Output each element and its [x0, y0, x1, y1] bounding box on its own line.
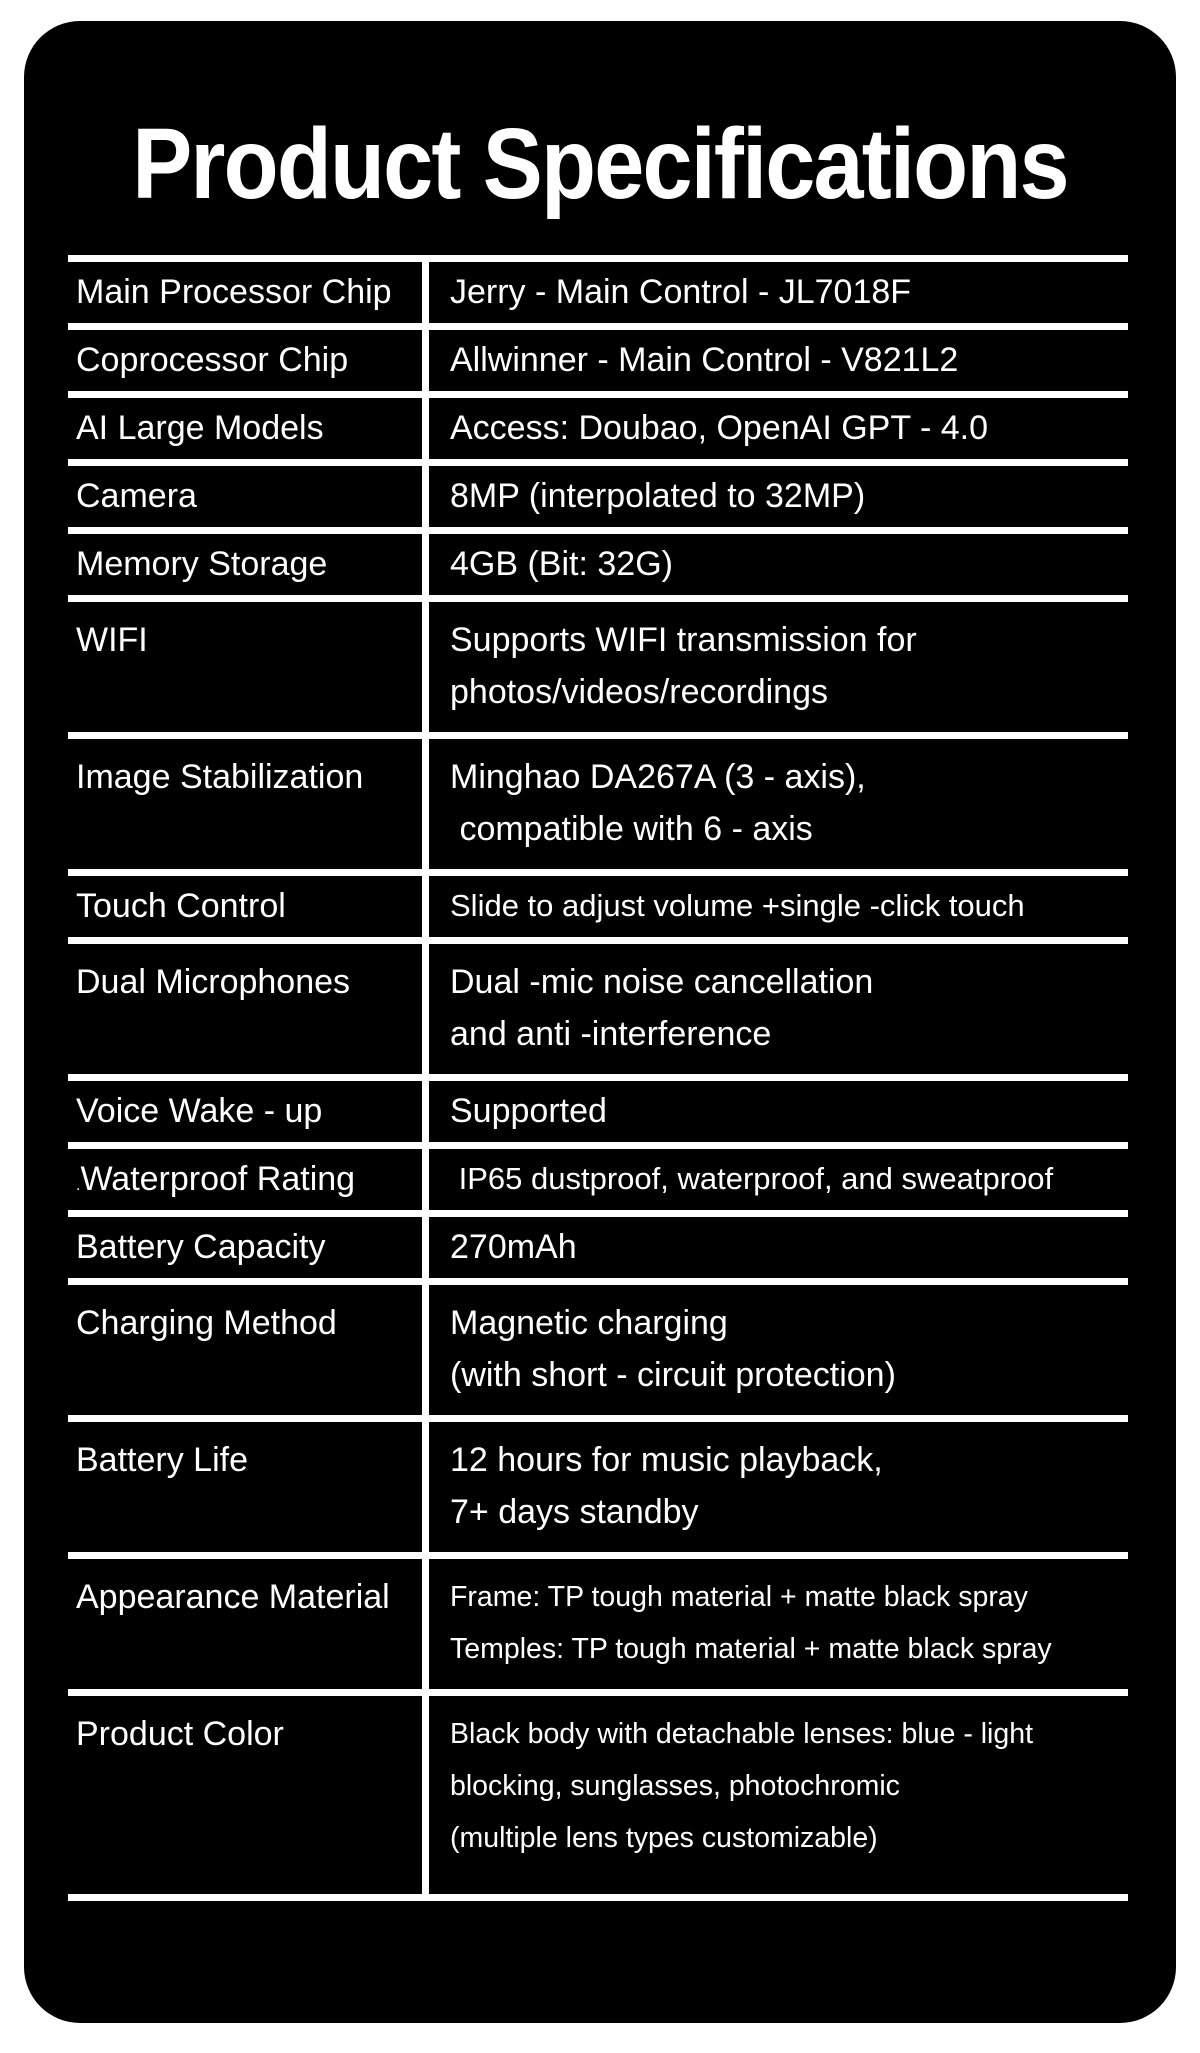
row-value-cell: [422, 1559, 1128, 1689]
table-row: [68, 459, 1128, 527]
row-value-cell: [422, 739, 1128, 869]
row-label: Charging Method: [76, 1304, 337, 1342]
row-label-text: [76, 614, 422, 673]
row-label-cell: [68, 1696, 422, 1894]
table-row: [68, 1552, 1128, 1689]
row-label: Touch Control: [76, 886, 286, 925]
row-value-cell: [422, 1696, 1128, 1894]
row-label: Dual Microphones: [76, 963, 351, 1001]
row-value-line: Black body with detachable lenses: blue - light: [450, 1718, 1034, 1750]
table-row: [68, 869, 1128, 937]
row-value-line: Temples: TP tough material + matte black spray: [450, 1633, 1052, 1665]
row-value-line: and anti -interference: [450, 1015, 772, 1053]
table-row: [68, 391, 1128, 459]
table-bottom-line: [68, 1894, 1128, 1901]
row-label-text: [76, 342, 422, 379]
row-value-line: Frame: TP tough material + matte black spray: [450, 1581, 1028, 1613]
row-label: Voice Wake - up: [76, 1091, 323, 1130]
row-label: Product Color: [76, 1715, 284, 1753]
row-label-prefix: .: [76, 1176, 81, 1194]
row-label-text: [76, 1161, 422, 1198]
table-row: [68, 1074, 1128, 1142]
row-value-line: Access: Doubao, OpenAI GPT - 4.0: [450, 408, 988, 447]
row-label: Battery Capacity: [76, 1227, 326, 1266]
row-label-text: [76, 1434, 422, 1493]
row-value-line: Jerry - Main Control - JL7018F: [450, 272, 912, 311]
table-row: [68, 595, 1128, 732]
row-value-line: IP65 dustproof, waterproof, and sweatproof: [450, 1161, 1054, 1197]
spec-table: [68, 255, 1128, 1901]
row-value-line: Dual -mic noise cancellation: [450, 963, 874, 1001]
table-row: [68, 1689, 1128, 1894]
row-value-cell: [422, 466, 1128, 527]
row-label-text: [76, 1229, 422, 1266]
row-value-cell: [422, 602, 1128, 732]
row-label-cell: [68, 534, 422, 595]
row-value-line: (multiple lens types customizable): [450, 1822, 878, 1854]
row-label: Main Processor Chip: [76, 272, 392, 311]
row-label-cell: [68, 330, 422, 391]
row-label-cell: [68, 1422, 422, 1552]
row-label-cell: [68, 398, 422, 459]
row-value-line: compatible with 6 - axis: [450, 810, 813, 848]
row-value-line: blocking, sunglasses, photochromic: [450, 1770, 900, 1802]
row-value-line: photos/videos/recordings: [450, 673, 829, 711]
row-label: Coprocessor Chip: [76, 340, 349, 379]
row-label-text: [76, 956, 422, 1015]
row-label-text: [76, 274, 422, 311]
row-label-cell: [68, 262, 422, 323]
column-divider-line: [422, 255, 429, 1894]
row-label-cell: [68, 602, 422, 732]
row-value-cell: [422, 1217, 1128, 1278]
row-label: Image Stabilization: [76, 758, 364, 796]
table-row: [68, 1210, 1128, 1278]
row-label-cell: [68, 466, 422, 527]
row-label: Battery Life: [76, 1441, 248, 1479]
table-row: [68, 937, 1128, 1074]
row-label-text: [76, 1093, 422, 1130]
row-value-cell: [422, 876, 1128, 937]
row-value-line: 4GB (Bit: 32G): [450, 544, 673, 583]
row-label-cell: [68, 1285, 422, 1415]
row-label-text: [76, 751, 422, 810]
row-label-text: [76, 478, 422, 515]
row-value-cell: [422, 944, 1128, 1074]
row-label-text: [76, 1708, 422, 1767]
row-value-line: Magnetic charging: [450, 1304, 728, 1342]
row-label-cell: [68, 1081, 422, 1142]
row-value-line: Allwinner - Main Control - V821L2: [450, 340, 959, 379]
row-label-text: [76, 546, 422, 583]
row-label-cell: [68, 1149, 422, 1210]
row-value-cell: [422, 262, 1128, 323]
row-label-cell: [68, 1559, 422, 1689]
row-value-cell: [422, 1149, 1128, 1210]
table-row: [68, 1142, 1128, 1210]
row-label-text: [76, 1297, 422, 1356]
row-value-line: 270mAh: [450, 1227, 577, 1266]
row-label-cell: [68, 1217, 422, 1278]
row-value-line: Supports WIFI transmission for: [450, 621, 917, 659]
spec-card: [24, 21, 1176, 2023]
row-value-line: 7+ days standby: [450, 1493, 699, 1531]
row-label: Memory Storage: [76, 544, 328, 583]
row-value-cell: [422, 1422, 1128, 1552]
row-value-line: Minghao DA267A (3 - axis),: [450, 758, 866, 796]
row-label: Camera: [76, 476, 197, 515]
row-label-text: [76, 1571, 422, 1630]
page-title: Product Specifications: [132, 108, 1068, 220]
row-value-line: 12 hours for music playback,: [450, 1441, 883, 1479]
row-value-cell: [422, 534, 1128, 595]
table-row: [68, 1278, 1128, 1415]
row-label-cell: [68, 739, 422, 869]
row-label-text: [76, 888, 422, 925]
row-label-text: [76, 410, 422, 447]
row-label: WIFI: [76, 621, 148, 659]
row-label: AI Large Models: [76, 408, 324, 447]
row-value-cell: [422, 1285, 1128, 1415]
table-row: [68, 255, 1128, 323]
row-value-line: Supported: [450, 1091, 607, 1130]
row-value-line: (with short - circuit protection): [450, 1356, 896, 1394]
table-row: [68, 732, 1128, 869]
row-value-cell: [422, 1081, 1128, 1142]
table-row: [68, 1415, 1128, 1552]
row-label-cell: [68, 944, 422, 1074]
table-row: [68, 527, 1128, 595]
row-value-line: Slide to adjust volume +single -click touch: [450, 888, 1025, 924]
row-label: Appearance Material: [76, 1578, 390, 1616]
row-label-cell: [68, 876, 422, 937]
row-label: Waterproof Rating: [80, 1159, 356, 1198]
row-value-line: 8MP (interpolated to 32MP): [450, 476, 866, 515]
row-value-cell: [422, 330, 1128, 391]
table-row: [68, 323, 1128, 391]
row-value-cell: [422, 398, 1128, 459]
